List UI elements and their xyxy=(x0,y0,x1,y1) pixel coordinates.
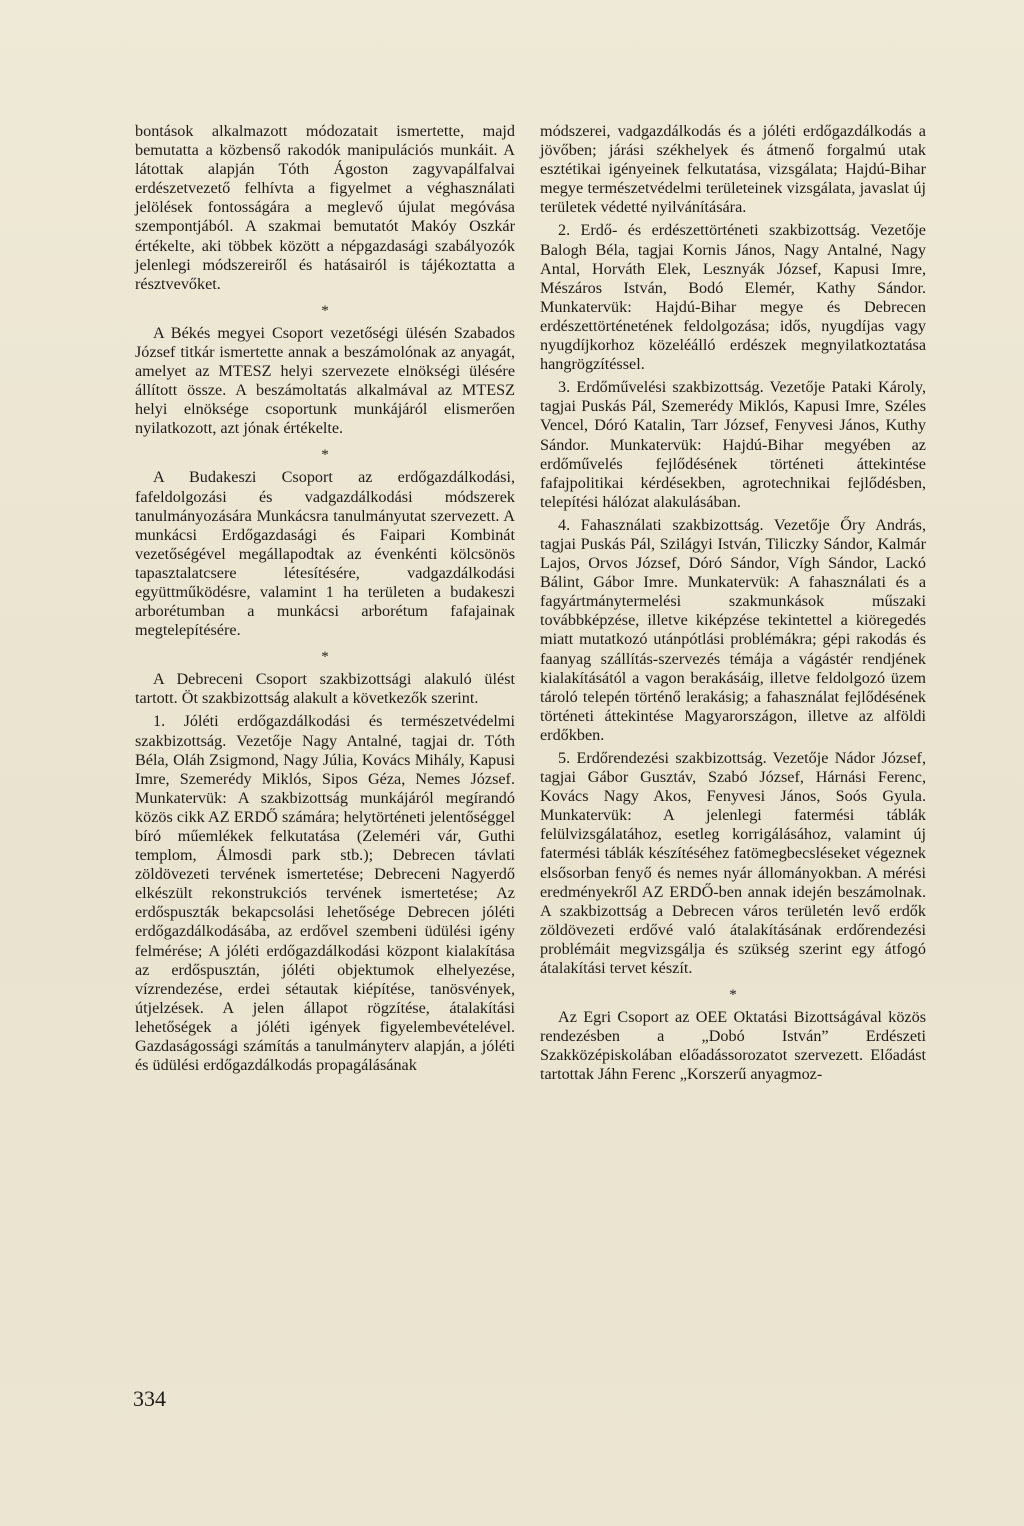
paragraph: 1. Jóléti erdőgazdálkodási és természetvédelmi szakbizottság. Vezetője Nagy Antalné, tagjai dr. Tóth Béla, Oláh Zsigmond, Nagy Júlia, Kovács Mihály, Kapusi Imre, Szemerédy Miklós, Sipos Géza, Nemes József. Munkatervük: A szakbizottság munkájáról megírandó közös cikk AZ ERDŐ számára; helytörténeti jelentőséggel bíró műemlékek felkutatása (Zeleméri vár, Guthi templom, Álmosdi park stb.); Debrecen távlati zöldövezeti tervének ismertetése; Debreceni Nagyerdő elkészült rekonstrukciós tervének ismertetése; Az erdőspuszták bekapcsolási lehetősége Debrecen jóléti erdőgazdálkodásába, az erdővel szembeni üdülési igény felmérése; A jóléti erdőgazdálkodási központ kialakítása az erdőspusztán, jóléti objektumok elhelyezése, vízrendezése, erdei sétautak kiépítése, tanösvények, útjelzések. A jelen állapot rögzítése, átalakítási lehetőségek a jóléti igények figyelembevételével. Gazdaságossági számítás a tanulmányterv alapján, a jóléti és üdülési erdőgazdálkodás propagálásának xyxy=(135,712,515,1075)
paragraph: A Békés megyei Csoport vezetőségi ülésén Szabados József titkár ismertette annak a beszámolónak az anyagát, amelyet az MTESZ helyi szervezete elnökségi ülésére állított össze. A beszámoltatás alkalmával az MTESZ helyi elnöksége csoportunk munkájáról elismerően nyilatkozott, azt jónak értékelte. xyxy=(135,323,515,438)
paragraph: 4. Fahasználati szakbizottság. Vezetője Őry András, tagjai Puskás Pál, Szilágyi István, Tiliczky Sándor, Kalmár Lajos, Orvos József, Dóró Sándor, Vígh Sándor, Lackó Bálint, Gábor Imre. Munkatervük: A fahasználati és a fagyártmánytermelési szakmunkások műszaki továbbképzése, illetve kiképzése tekintettel a kiöregedés miatt mutatkozó utánpótlási problémákra; gépi rakodás és faanyag szállítás-szervezés témája a vágástér rendjének kialakításától a vagon berakásáig, illetve feldolgozó üzem tároló telepén történő lerakásig; a fahasználat fejlődésének történeti áttekintése Magyarországon, illetve az alföldi erdőkben. xyxy=(540,515,926,744)
paragraph: bontások alkalmazott módozatait ismertette, majd bemutatta a közbenső rakodók manipulációs munkáit. A látottak alapján Tóth Ágoston zagyvapálfalvai erdészetvezető felhívta a figyelmet a véghasználati jelölések fontosságára a meglevő újulat megóvása szempontjából. A szakmai bemutatót Makóy Oszkár értékelte, aki többek között a népgazdasági szabályozók jelenlegi módszereiről és hatásairól is tájékoztatta a résztvevőket. xyxy=(135,122,515,293)
page-number: 334 xyxy=(133,1386,166,1411)
right-column xyxy=(540,122,926,1085)
paragraph: módszerei, vadgazdálkodás és a jóléti erdőgazdálkodás a jövőben; járási székhelyek és átmenő forgalmú utak esztétikai igényeinek felkutatása, vizsgálata; Hajdú-Bihar megye természetvédelmi területeinek vizsgálata, javaslat új területek védetté nyilvánítására. xyxy=(540,122,926,217)
section-separator: * xyxy=(729,987,737,1004)
paragraph: A Debreceni Csoport szakbizottsági alakuló ülést tartott. Öt szakbizottság alakult a következők szerint. xyxy=(135,670,515,708)
section-separator: * xyxy=(321,447,329,464)
section-separator: * xyxy=(321,302,329,319)
paragraph: 3. Erdőművelési szakbizottság. Vezetője Pataki Károly, tagjai Puskás Pál, Szemerédy Miklós, Kapusi Imre, Széles Vencel, Dóró Katalin, Tarr József, Fenyvesi János, Kuthy Sándor. Munkatervük: Hajdú-Bihar megyében az erdőművelés fejlődésének történeti áttekintése fafajpolitikai kérdésekben, agrotechnikai fejlődésben, telepítési hálózat alakulásában. xyxy=(540,378,926,511)
paragraph: 5. Erdőrendezési szakbizottság. Vezetője Nádor József, tagjai Gábor Gusztáv, Szabó József, Hárnási Ferenc, Kovács Nagy Akos, Fenyvesi János, Soós Gyula. Munkatervük: A jelenlegi fatermési táblák felülvizsgálatához, esetleg korrigálásához, valamint új fatermési táblák készítéséhez fatömegbecsléseket végeznek elsősorban fenyő és nemes nyár állományokban. A mérési eredményekről AZ ERDŐ-ben annak idején beszámolnak. A szakbizottság a Debrecen város területén levő erdők zöldövezeti erdővé való átalakításának erdőrendezési problémáit megvizsgálja és szükség szerint egy átfogó átalakítási tervet készít. xyxy=(540,749,926,978)
left-column xyxy=(135,122,515,1075)
section-separator: * xyxy=(321,649,329,666)
paragraph: A Budakeszi Csoport az erdőgazdálkodási, fafeldolgozási és vadgazdálkodási módszerek tanulmányozására Munkácsra tanulmányutat szervezett. A munkácsi Erdőgazdasági és Faipari Kombinát vezetőségével megállapodtak az évenkénti kölcsönös tapasztalatcsere létesítésére, vadgazdálkodási együttműködésre, valamint 1 ha területen a budakeszi arborétumban a munkácsi arborétum fafajainak megtelepítésére. xyxy=(135,468,515,640)
paragraph: 2. Erdő- és erdészettörténeti szakbizottság. Vezetője Balogh Béla, tagjai Kornis János, Nagy Antalné, Nagy Antal, Horváth Elek, Lesznyák József, Kapusi Imre, Mészáros István, Bodó Elemér, Kathy Sándor. Munkatervük: Hajdú-Bihar megye és Debrecen erdészettörténetének feldolgozása; idős, nyugdíjas vagy nyugdíjkorhoz közeléálló erdészek megnyilatkoztatása hangrögzítéssel. xyxy=(540,221,926,374)
paragraph: Az Egri Csoport az OEE Oktatási Bizottságával közös rendezésben a „Dobó István” Erdészeti Szakközépiskolában előadássorozatot szervezett. Előadást tartottak Jáhn Ferenc „Korszerű anyagmoz- xyxy=(540,1008,926,1084)
